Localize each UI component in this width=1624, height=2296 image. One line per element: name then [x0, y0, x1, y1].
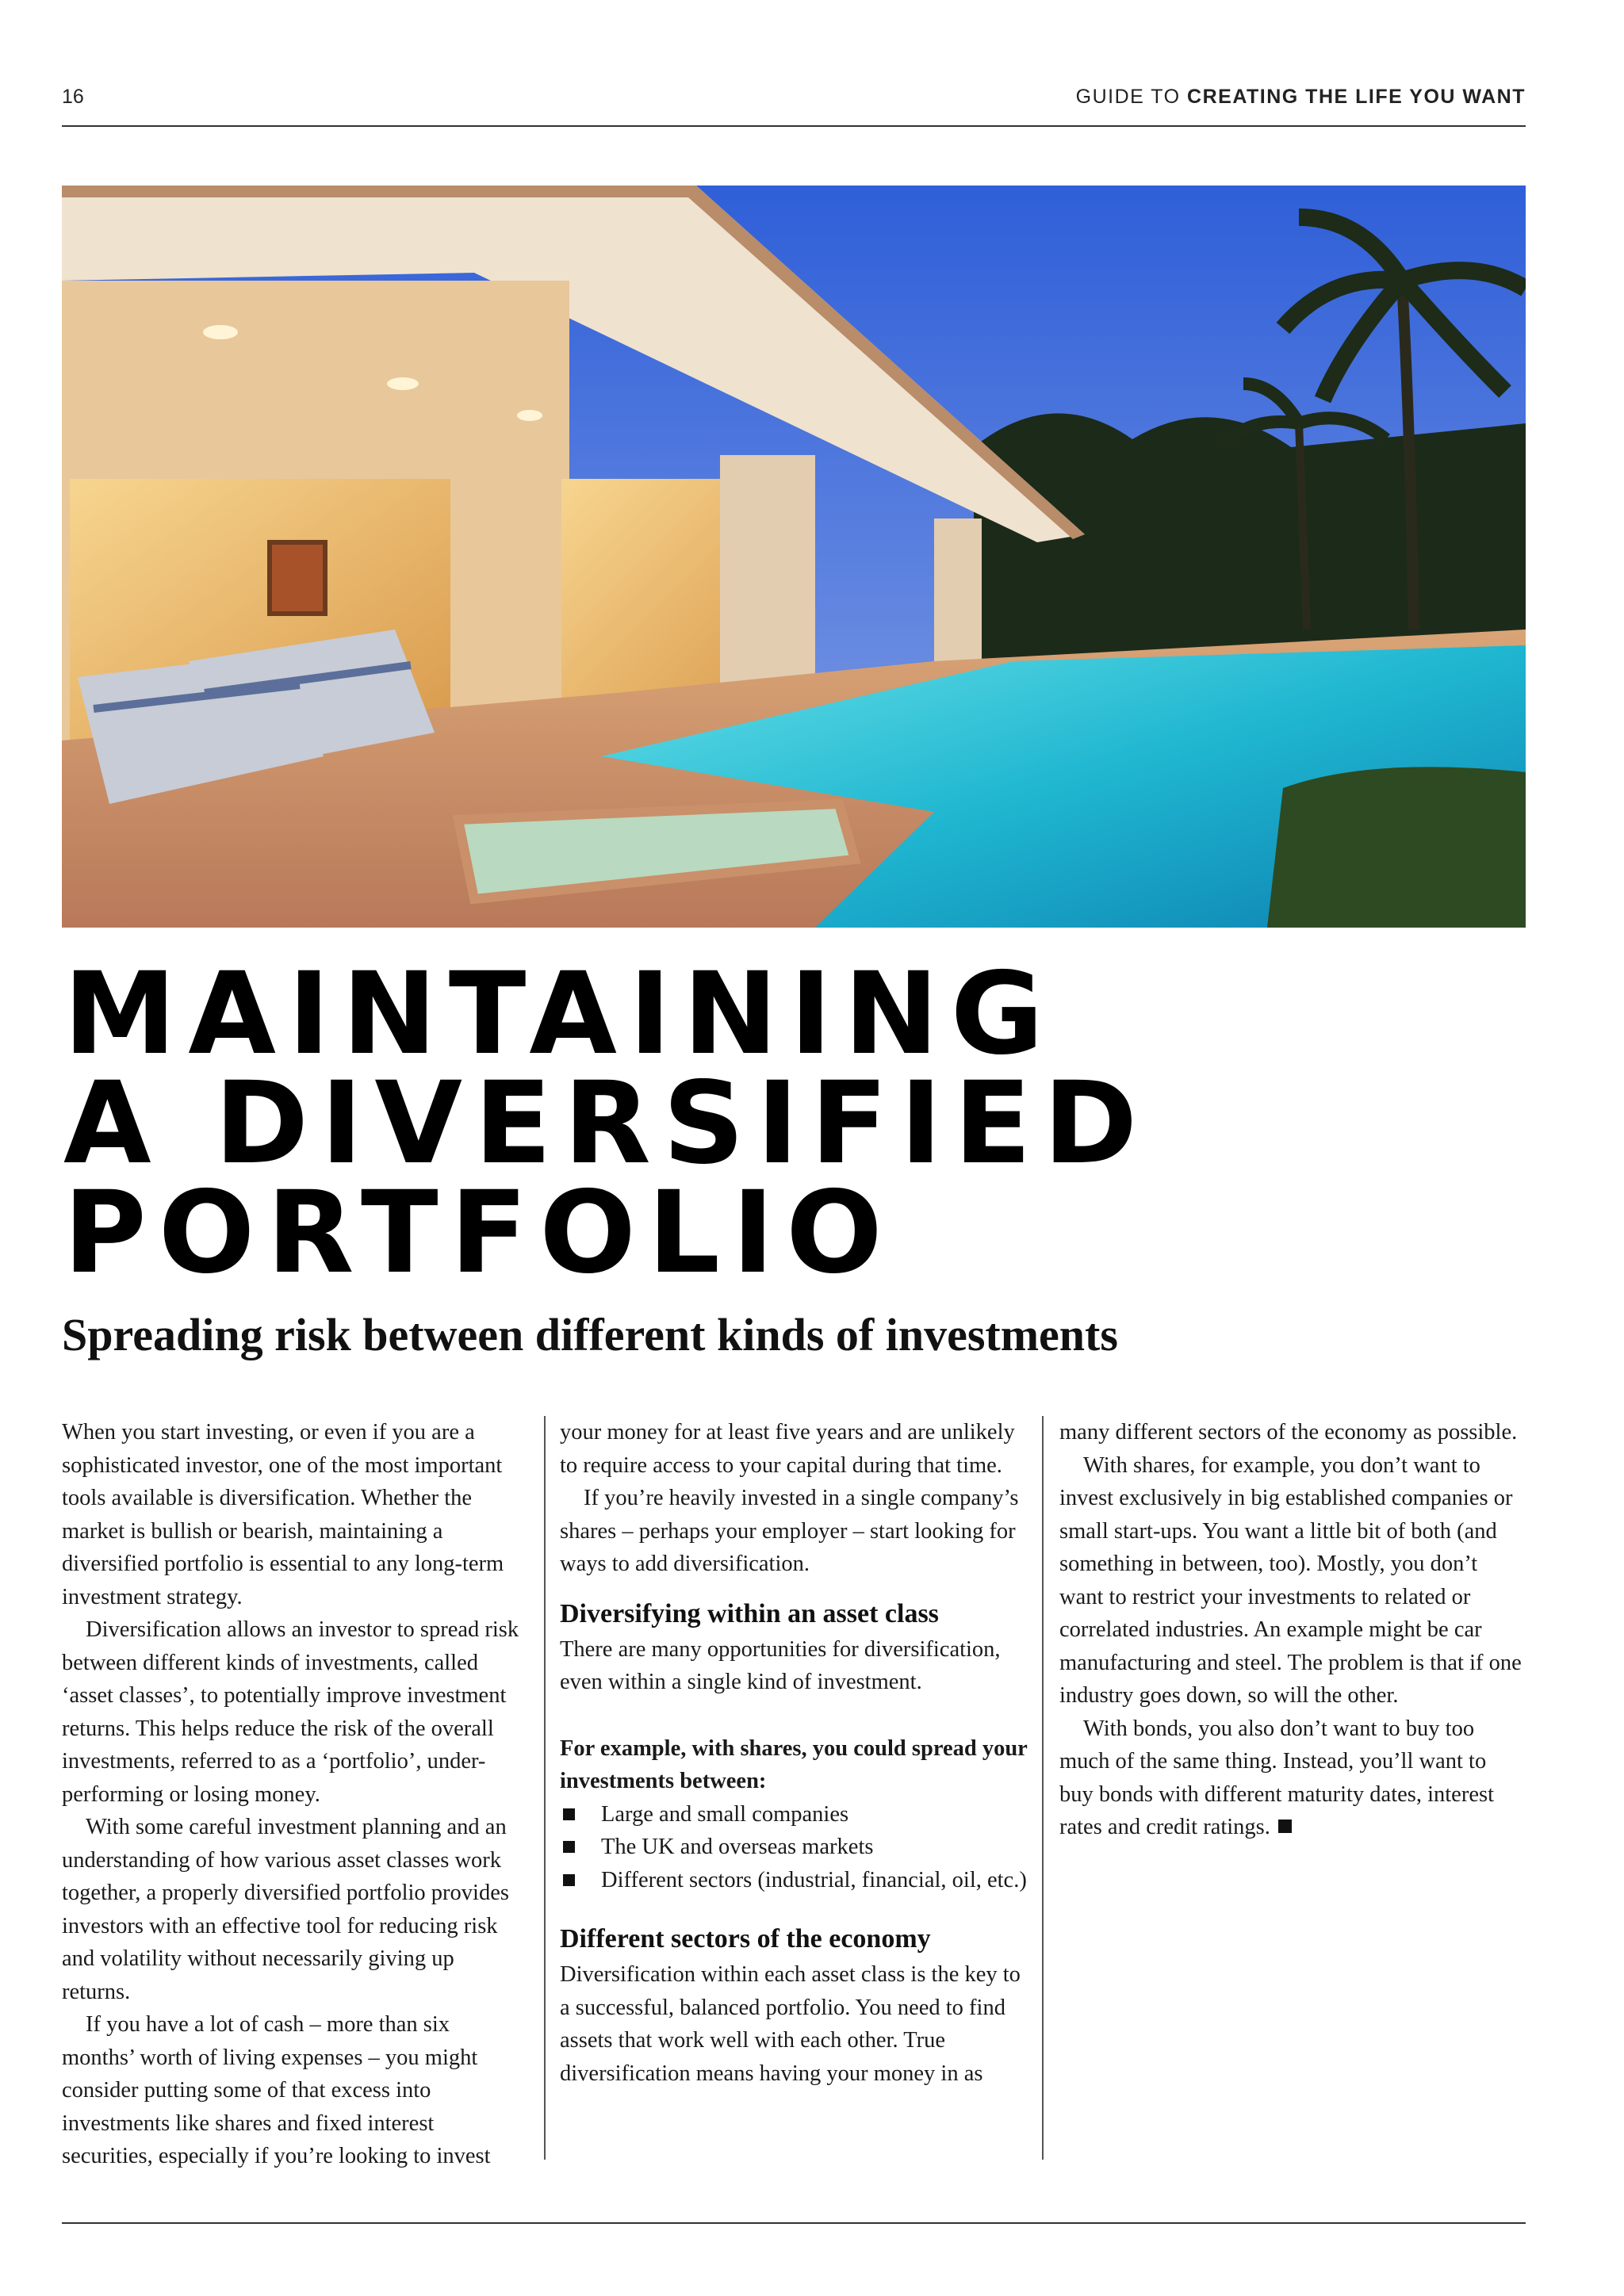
title-line: A DIVERSIFIED [63, 1057, 1150, 1189]
bullet-intro: For example, with shares, you could spread your investments between: [560, 1735, 1028, 1793]
title-line: PORTFOLIO [63, 1166, 894, 1299]
section-heading: Different sectors of the economy [560, 1924, 931, 1954]
paragraph: When you start investing, or even if you are a sophisticated investor, one of the most important tools available is diversification. Whether the market is bullish or bearish, maintaining a diversified portfolio is essential to any long-term investment strategy. [62, 1420, 504, 1609]
paragraph: your money for at least five years and are unlikely to require access to your capital during that time. [560, 1420, 1015, 1478]
hero-photo [62, 186, 1526, 928]
paragraph: Diversification allows an investor to spread risk between different kinds of investments, called ‘asset classes’, to potentially improve investment returns. This helps reduce the risk of the overall investments, referred to as a ‘portfolio’, under-performing or losing money. [62, 1617, 519, 1807]
footer-rule [62, 2222, 1526, 2224]
column-2 [560, 1416, 1036, 2090]
paragraph: many different sectors of the economy as possible. [1059, 1420, 1518, 1445]
running-head-title: CREATING THE LIFE YOU WANT [1187, 86, 1526, 108]
column-3 [1059, 1416, 1526, 1844]
title-line: MAINTAINING [63, 947, 1056, 1080]
column-divider [544, 1416, 546, 2160]
section-heading: Diversifying within an asset class [560, 1598, 939, 1628]
paragraph: There are many opportunities for diversification, even within a single kind of investment. [560, 1636, 1001, 1694]
hero-photo-illustration [62, 186, 1526, 928]
article-subtitle: Spreading risk between different kinds of investments [62, 1309, 1118, 1360]
bullet-text: The UK and overseas markets [601, 1835, 874, 1859]
square-bullet-icon [563, 1841, 575, 1853]
paragraph: If you’re heavily invested in a single company’s shares – perhaps your employer – start looking for ways to add diversification. [560, 1486, 1019, 1576]
column-1 [62, 1416, 525, 2173]
bullet-text: Large and small companies [601, 1801, 849, 1827]
paragraph [1059, 1712, 1526, 1844]
paragraph: If you have a lot of cash – more than six months’ worth of living expenses – you might consider putting some of that excess into investments like shares and fixed interest securities, especially if you’re looking to invest [62, 2012, 491, 2168]
square-bullet-icon [563, 1808, 575, 1820]
bullet-item [560, 1831, 1036, 1864]
header-rule [62, 125, 1526, 127]
bullet-list [560, 1798, 1036, 1897]
end-of-article-icon [1278, 1820, 1292, 1833]
paragraph: With some careful investment planning and an understanding of how various asset classes work together, a properly diversified portfolio provides investors with an effective tool for reducing risk and volatility without necessarily giving up returns. [62, 1815, 509, 2004]
running-head [1076, 86, 1526, 109]
paragraph: Diversification within each asset class is the key to a successful, balanced portfolio. You need to find assets that work well with each other. True diversification means having your money in as [560, 1962, 1021, 2086]
bullet-item [560, 1864, 1036, 1897]
bullet-text: Different sectors (industrial, financial, oil, etc.) [601, 1867, 1027, 1892]
article-title [63, 947, 1150, 1299]
page-number: 16 [62, 86, 84, 108]
bullet-item [560, 1798, 1036, 1831]
paragraph: With shares, for example, you don’t want to invest exclusively in big established companies or small start-ups. You want a little bit of both (and something in between, too). Mostly, you don’t want to restrict your investments to related or correlated industries. An example might be car manufacturing and steel. The problem is that if one industry goes down, so will the other. [1059, 1452, 1522, 1708]
running-head-prefix: GUIDE TO [1075, 86, 1181, 108]
paragraph-text: With bonds, you also don’t want to buy too much of the same thing. Instead, you’ll want to buy bonds with different maturity dates, interest rates and credit ratings. [1059, 1716, 1494, 1839]
square-bullet-icon [563, 1874, 575, 1886]
column-divider [1042, 1416, 1044, 2160]
